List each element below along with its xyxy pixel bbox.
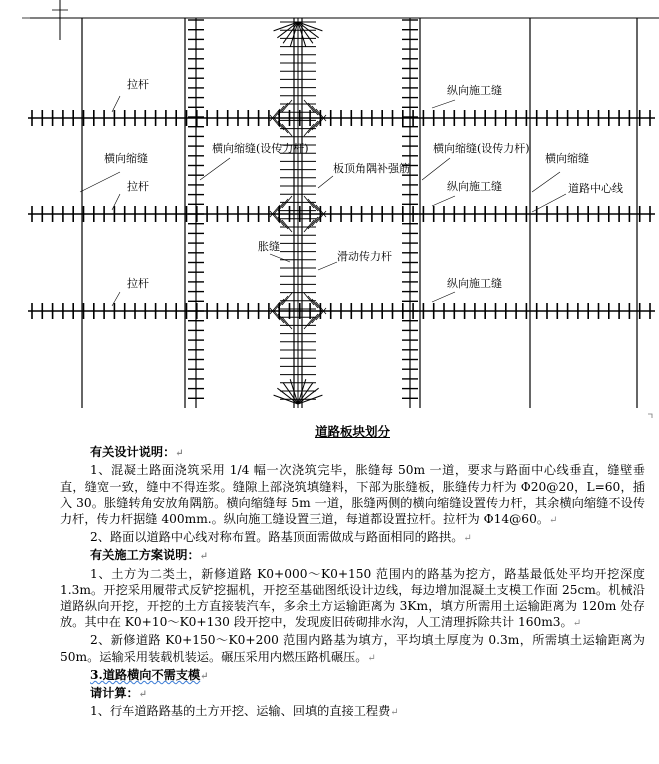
construction-paragraph-1: 1、土方为二类土，新修道路 K0+000～K0+150 范围内的路基为挖方，路基最低处平均开挖深度 1.3m。开挖采用履带式反铲挖掘机，开挖至基础图纸设计边线，每边增加混凝土支模工作面 25cm。机械沿道路纵向开挖，开挖的土方直接装汽车，多余土方运输距离为 3Km，填方所需用土运输距离为 120m 处存放。其中在 K0+10～K0+130 段开挖中，发现废旧砖砌排水沟，人工清理拆除共计 160m3。↵ <box>60 566 645 630</box>
design-paragraph-1: 1、混凝土路面浇筑采用 1/4 幅一次浇筑完毕，胀缝每 50m 一道，要求与路面中心线垂直，缝壁垂直，缝宽一致，缝中不得连浆。缝隙上部浇筑填缝料，下部为胀缝板，胀缝传力杆为 Φ20@20，L=60，插入 30。胀缝转角安放角隅筋。横向缩缝每 5m 一道，胀缝两侧的横向缩缝设置传力杆，其余横向缩缝不设传力杆，传力杆据缝 400mm.。纵向施工缝设置三道，每道都设置拉杆。拉杆为 Φ14@60。↵ <box>60 463 645 527</box>
transverse-joint-dowel-label: 横向缩缝(设传力杆) <box>212 142 309 155</box>
transverse-joint-dowel-label: 横向缩缝(设传力杆) <box>433 142 530 155</box>
longitudinal-construction-joint-label: 纵向施工缝 <box>447 180 502 193</box>
transverse-joint-label: 横向缩缝 <box>104 152 148 165</box>
sliding-dowel-label: 滑动传力杆 <box>337 250 392 263</box>
longitudinal-construction-joint-label: 纵向施工缝 <box>447 84 502 97</box>
paragraph-mark-icon <box>648 414 652 418</box>
calc-item-1: 1、行车道路路基的土方开挖、运输、回填的直接工程费↵ <box>90 704 399 719</box>
road-centerline-label: 道路中心线 <box>568 182 623 195</box>
pull-rod-label: 拉杆 <box>127 277 149 290</box>
design-heading: 有关设计说明：↵ <box>90 445 184 460</box>
calc-heading: 请计算：↵ <box>90 686 148 701</box>
expansion-joint-label: 胀缝 <box>258 240 280 253</box>
figure-caption: 道路板块划分 <box>314 424 390 439</box>
item-3: 3.道路横向不需支模↵ <box>90 667 209 682</box>
pull-rod-label: 拉杆 <box>127 180 149 193</box>
construction-heading: 有关施工方案说明：↵ <box>90 548 209 563</box>
document-body <box>60 424 645 721</box>
design-paragraph-2: 2、路面以道路中心线对称布置。路基顶面需做成与路面相同的路拱。↵ <box>90 530 472 545</box>
construction-paragraph-2: 2、新修道路 K0+150～K0+200 范围内路基为填方，平均填土厚度为 0.3m，所需填土运输距离为 50m。运输采用装载机装运。碾压采用内燃压路机碾压。↵ <box>60 633 645 664</box>
pull-rod-label: 拉杆 <box>127 78 149 91</box>
transverse-joint-label: 横向缩缝 <box>545 152 589 165</box>
longitudinal-construction-joint-label: 纵向施工缝 <box>447 277 502 290</box>
corner-reinforcement-label: 板顶角隅补强筋 <box>333 162 410 175</box>
